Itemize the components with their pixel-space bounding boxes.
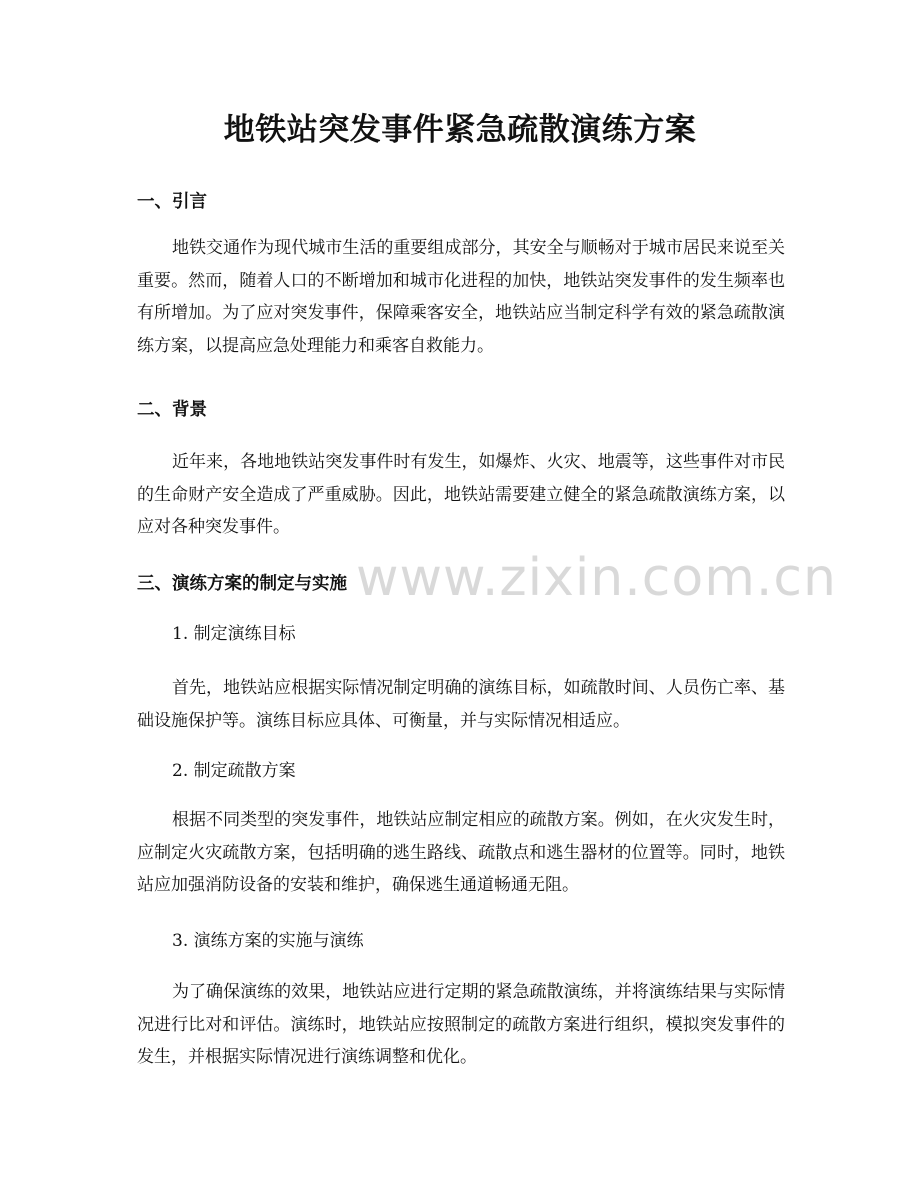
subheading-implementation: 3. 演练方案的实施与演练 (172, 931, 364, 951)
paragraph-background: 近年来，各地地铁站突发事件时有发生，如爆炸、火灾、地震等，这些事件对市民的生命财产安全造成了严重威胁。因此，地铁站需要建立健全的紧急疏散演练方案，以应对各种突发事件。 (137, 452, 785, 537)
section-heading-plan: 三、演练方案的制定与实施 (137, 574, 347, 594)
paragraph-introduction: 地铁交通作为现代城市生活的重要组成部分，其安全与顺畅对于城市居民来说至关重要。然而，随着人口的不断增加和城市化进程的加快，地铁站突发事件的发生频率也有所增加。为了应对突发事件，保障乘客安全，地铁站应当制定科学有效的紧急疏散演练方案，以提高应急处理能力和乘客自救能力。 (137, 238, 785, 356)
subheading-set-goals: 1. 制定演练目标 (172, 624, 296, 644)
section-heading-introduction: 一、引言 (137, 192, 207, 212)
section-heading-background: 二、背景 (137, 400, 207, 420)
subheading-evacuation-plan: 2. 制定疏散方案 (172, 761, 296, 781)
watermark: www.zixin.com.cn (356, 548, 837, 608)
paragraph-implementation: 为了确保演练的效果，地铁站应进行定期的紧急疏散演练，并将演练结果与实际情况进行比对和评估。演练时，地铁站应按照制定的疏散方案进行组织，模拟突发事件的发生，并根据实际情况进行演练调整和优化。 (137, 982, 785, 1067)
document-title: 地铁站突发事件紧急疏散演练方案 (223, 112, 697, 148)
paragraph-set-goals: 首先，地铁站应根据实际情况制定明确的演练目标，如疏散时间、人员伤亡率、基础设施保护等。演练目标应具体、可衡量，并与实际情况相适应。 (137, 678, 785, 731)
paragraph-evacuation-plan: 根据不同类型的突发事件，地铁站应制定相应的疏散方案。例如，在火灾发生时，应制定火灾疏散方案，包括明确的逃生路线、疏散点和逃生器材的位置等。同时，地铁站应加强消防设备的安装和维护，确保逃生通道畅通无阻。 (137, 810, 785, 895)
